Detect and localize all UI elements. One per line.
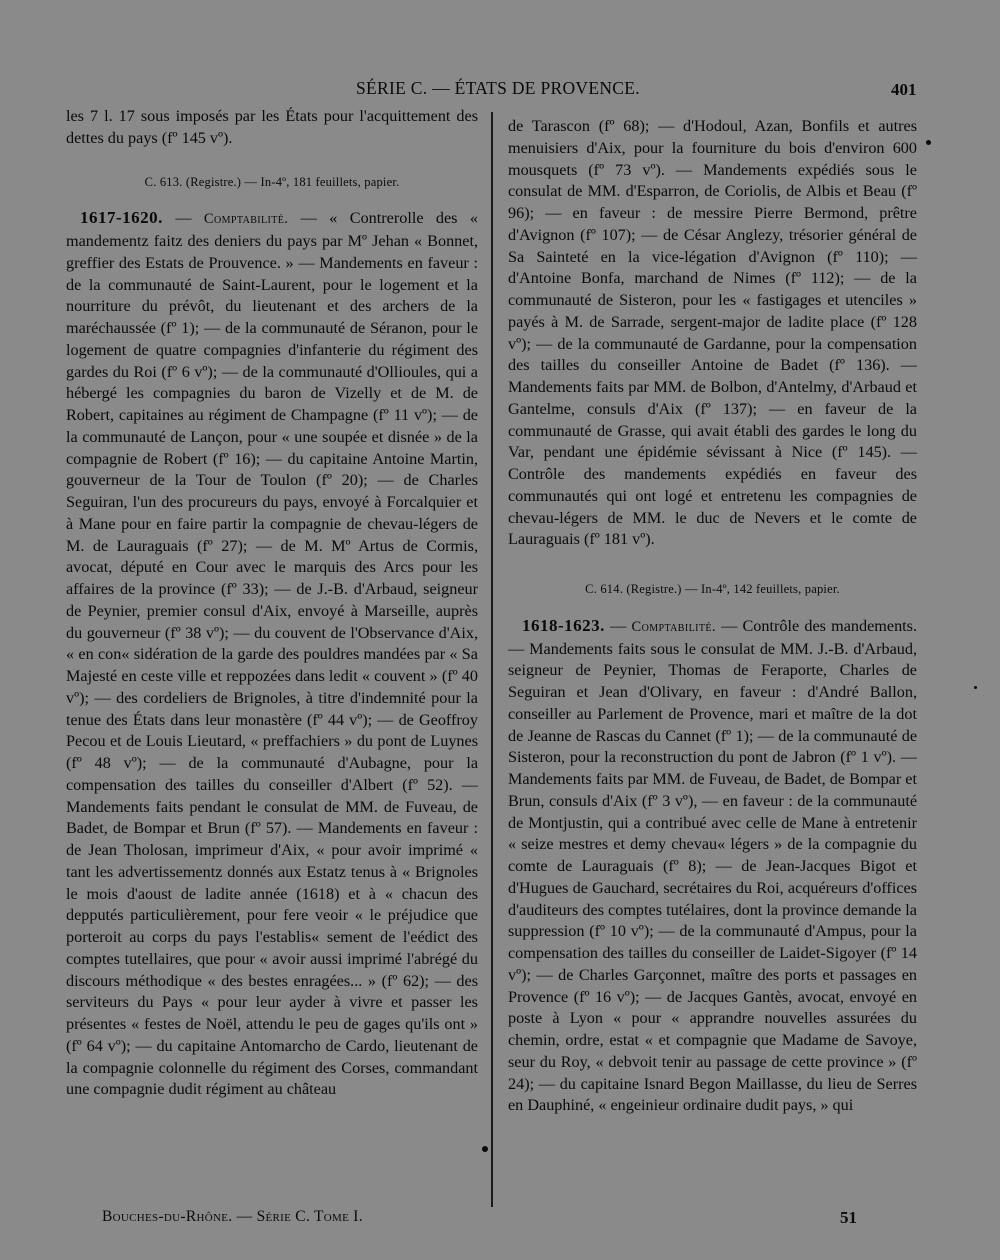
entry-dates: 1618-1623.	[522, 615, 605, 635]
right-column	[508, 116, 917, 1117]
column-divider	[491, 112, 493, 1207]
entry-c614: 1618-1623. — Comptabilité. — Contrôle des mandements. — Mandements faits sous le consulat de MM. J.-B. d'Arbaud, seigneur de Peynier, Thomas de Feraporte, Charles de Seguiran et Jean d'Olivary, en faveur : d'André Ballon, conseiller au Parlement de Provence, mari et maître de la dot de Jeanne de Rascas du Cannet (fº 1); — de la communauté de Sisteron, pour la reconstruction du pont de Jabron (fº 1 vº). — Mandements faits par MM. de Fuveau, de Badet, de Bompar et Brun, consuls d'Aix (fº 3 vº), — en faveur : de la communauté de Montjustin, qui a contribué avec celle de Mane à entretenir « seize mestres et demy chevau« légers » de la compagnie du comte de Lauraguais (fº 8); — de Jean-Jacques Bigot et d'Hugues de Gauchard, secrétaires du Roi, acquéreurs d'offices d'auditeurs des comptes tutélaires, dont la province demande la suppression (fº 10 vº); — de la communauté d'Ampus, pour la compensation des tailles du conseiller de Laidet-Sigoyer (fº 14 vº); — de Charles Garçonnet, maître des ports et passages en Provence (fº 16 vº); — de Jacques Gantès, avocat, envoyé en poste à Lyon « pour « apprandre nouvelles assurées du chemin, ordre, estat « et compagnie que Madame de Savoye, seur du Roy, « debvoit tenir au passage de cette province » (fº 24); — du capitaine Isnard Begon Maillasse, du lieu de Serres en Dauphiné, « engeinieur ordinaire dudit pays, » qui	[508, 615, 918, 1115]
page-footer	[0, 1208, 1000, 1232]
left-column	[66, 106, 478, 1101]
ink-speck	[974, 686, 977, 689]
continuation-text: les 7 l. 17 sous imposés par les États pour l'acquittement des dettes du pays (fº 145 vº).	[66, 107, 478, 147]
footer-series: Bouches-du-Rhône. — Série C. Tome I.	[102, 1208, 363, 1225]
running-title: SÉRIE C. — ÉTATS DE PROVENCE.	[356, 78, 640, 98]
page-header	[0, 78, 1000, 104]
entry-body: — « Contrerolle des « mandementz faitz des deniers du pays par Mº Jehan « Bonnet, greffier des Estats de Prouvence. » — Mandements en faveur : de la communauté de Saint-Laurent, pour le logement et la nourriture du prévôt, du lieutenant et des archers de la maréchaussée (fº 1); — de la communauté de Séranon, pour le logement de quatre compagnies d'infanterie du régiment des gardes du Roi (fº 6 vº); — de la communauté d'Ollioules, qui a hébergé les compagnies du baron de Vizelly et de M. de Robert, capitaines au régiment de Champagne (fº 11 vº); — de la communauté de Lançon, pour « une soupée et disnée » de la compagnie de Robert (fº 16); — du capitaine Antoine Martin, gouverneur de la Tour de Toulon (fº 20); — de Charles Seguiran, l'un des procureurs du pays, envoyé à Forcalquier et à Mane pour en faire partir la compagnie de chevau-légers de M. de Lauraguais (fº 27); — de M. Mº Artus de Cormis, avocat, député en Cour avec le marquis des Arcs pour les affaires de la province (fº 33); — de J.-B. d'Arbaud, seigneur de Peynier, premier consul d'Aix, envoyé à Marseille, auprès du gouverneur (fº 38 vº); — du couvent de l'Observance d'Aix, « en con« sidération de la garde des pouldres mandées par « Sa Majesté en ceste ville et reppozées dans ledit « couvent » (fº 40 vº); — des cordeliers de Brignoles, à titre d'indemnité pour la tenue des États dans leur monastère (fº 44 vº); — de Geoffroy Pecou et de Louis Lieutard, « preffachiers » du pont de Luynes (fº 48 vº); — de la communauté d'Aubagne, pour la compensation des tailles du conseiller d'Albert (fº 52). — Mandements faits pendant le consulat de MM. de Fuveau, de Badet, de Bompar et Brun (fº 57). — Mandements en faveur : de Jean Tholosan, imprimeur d'Aix, « pour avoir imprimé « tant les advertissementz donnés aux Estatz tenus à « Brignoles le mois d'aoust de ladite année (1618) et à « chacun des depputés particulièrement, pour fere veoir « le préjudice que porteroit au corps du pays l'establis« sement de l'eédict des comptes tutellaires, que pour « avoir aussi imprimé l'abrégé du discours méthodique « des bestes enragées... » (fº 62); — des serviteurs du Pays « pour leur ayder à vivre et passer les présentes « festes de Noël, attendu le peu de gages qu'ils ont » (fº 64 vº); — du capitaine Antomarcho de Cardo, lieutenant de la compagnie colonnelle du régiment des Corses, commandant une compagnie dudit régiment au château	[66, 209, 478, 1099]
entry-body: — Contrôle des mandements. — Mandements faits sous le consulat de MM. J.-B. d'Arbaud, seigneur de Peynier, Thomas de Feraporte, Charles de Seguiran et Jean d'Olivary, en faveur : d'André Ballon, conseiller au Parlement de Provence, mari et maître de la dot de Jeanne de Rascas du Cannet (fº 1); — de la communauté de Sisteron, pour la reconstruction du pont de Jabron (fº 1 vº). — Mandements faits par MM. de Fuveau, de Badet, de Bompar et Brun, consuls d'Aix (fº 3 vº), — en faveur : de la communauté de Montjustin, qui a contribué avec celle de Mane à entretenir « seize mestres et demy chevau« légers » de la compagnie du comte de Lauraguais (fº 8); — de Jean-Jacques Bigot et d'Hugues de Gauchard, secrétaires du Roi, acquéreurs d'offices d'auditeurs des comptes tutélaires, dont la province demande la suppression (fº 10 vº); — de la communauté d'Ampus, pour la compensation des tailles du conseiller de Laidet-Sigoyer (fº 14 vº); — de Charles Garçonnet, maître des ports et passages en Provence (fº 16 vº); — de Jacques Gantès, avocat, envoyé en poste à Lyon « pour « apprandre nouvelles assurées du chemin, ordre, estat « et compagnie que Madame de Savoye, seur du Roy, « debvoit tenir au passage de cette province » (fº 24); — du capitaine Isnard Begon Maillasse, du lieu de Serres en Dauphiné, « engeinieur ordinaire dudit pays, » qui	[508, 616, 918, 1115]
entry-c613: 1617-1620. — Comptabilité. — « Contrerolle des « mandementz faitz des deniers du pays par Mº Jehan « Bonnet, greffier des Estats de Prouvence. » — Mandements en faveur : de la communauté de Saint-Laurent, pour le logement et la nourriture du prévôt, du lieutenant et des archers de la maréchaussée (fº 1); — de la communauté de Séranon, pour le logement de quatre compagnies d'infanterie du régiment des gardes du Roi (fº 6 vº); — de la communauté d'Ollioules, qui a hébergé les compagnies du baron de Vizelly et de M. de Robert, capitaines au régiment de Champagne (fº 11 vº); — de la communauté de Lançon, pour « une soupée et disnée » de la compagnie de Robert (fº 16); — du capitaine Antoine Martin, gouverneur de la Tour de Toulon (fº 20); — de Charles Seguiran, l'un des procureurs du pays, envoyé à Forcalquier et à Mane pour en faire partir la compagnie de chevau-légers de M. de Lauraguais (fº 27); — de M. Mº Artus de Cormis, avocat, député en Cour avec le marquis des Arcs pour les affaires de la province (fº 33); — de J.-B. d'Arbaud, seigneur de Peynier, premier consul d'Aix, envoyé à Marseille, auprès du gouverneur (fº 38 vº); — du couvent de l'Observance d'Aix, « en con« sidération de la garde des pouldres mandées par « Sa Majesté en ceste ville et reppozées dans ledit « couvent » (fº 40 vº); — des cordeliers de Brignoles, à titre d'indemnité pour la tenue des États dans leur monastère (fº 44 vº); — de Geoffroy Pecou et de Louis Lieutard, « preffachiers » du pont de Luynes (fº 48 vº); — de la communauté d'Aubagne, pour la compensation des tailles du conseiller d'Albert (fº 52). — Mandements faits pendant le consulat de MM. de Fuveau, de Badet, de Bompar et Brun (fº 57). — Mandements en faveur : de Jean Tholosan, imprimeur d'Aix, « pour avoir imprimé « tant les advertissementz donnés aux Estatz tenus à « Brignoles le mois d'aoust de ladite année (1618) et à « chacun des depputés particulièrement, pour fere veoir « le préjudice que porteroit au corps du pays l'establis« sement de l'eédict des comptes tutellaires, que pour « avoir aussi imprimé l'abrégé du discours méthodique « des bestes enragées... » (fº 62); — des serviteurs du Pays « pour leur ayder à vivre et passer les présentes « festes de Noël, attendu le peu de gages qu'ils ont » (fº 64 vº); — du capitaine Antomarcho de Cardo, lieutenant de la compagnie colonnelle du régiment des Corses, commandant une compagnie dudit régiment au château	[66, 208, 478, 1099]
entry-label: Comptabilité.	[203, 211, 289, 228]
entry-dates: 1617-1620.	[80, 208, 163, 228]
entry-reference-c613: C. 613. (Registre.) — In-4º, 181 feuillets, papier.	[144, 174, 400, 189]
page-number: 401	[891, 80, 917, 99]
footer-page-number: 51	[840, 1208, 857, 1227]
ink-speck	[926, 140, 931, 145]
continuation-text: de Tarascon (fº 68); — d'Hodoul, Azan, Bonfils et autres menuisiers d'Aix, pour la fourniture du bois d'environ 600 mousquets (fº 73 vº). — Mandements expédiés sous le consulat de MM. d'Esparron, de Coriolis, de Albis et Beau (fº 96); — en faveur : de messire Pierre Bermond, prêtre d'Avignon (fº 107); — de César Anglezy, trésorier général de Sa Sainteté en la vice-légation d'Avignon (fº 110); — d'Antoine Bonfa, marchand de Nimes (fº 112); — de la communauté de Sisteron, pour les « fastigages et utenciles » payés à M. de Sarrade, sergent-major de ladite place (fº 128 vº); — de la communauté de Gardanne, pour la compensation des tailles du conseiller Antoine de Badet (fº 136). — Mandements faits par MM. de Bolbon, d'Antelmy, d'Arbaud et Gantelme, consuls d'Aix (fº 137); — en faveur de la communauté de Grasse, qui avait établi des gardes le long du Var, pendant une épidémie sévissant à Nice (fº 145). — Contrôle des mandements expédiés en faveur des communautés qui ont logé et entretenu les compagnies de chevau-légers de MM. le duc de Nevers et le comte de Lauraguais (fº 181 vº).	[508, 117, 917, 549]
ink-speck	[482, 1146, 488, 1152]
entry-label: Comptabilité.	[631, 618, 716, 635]
entry-reference-c614: C. 614. (Registre.) — In-4º, 142 feuillets, papier.	[585, 582, 840, 596]
